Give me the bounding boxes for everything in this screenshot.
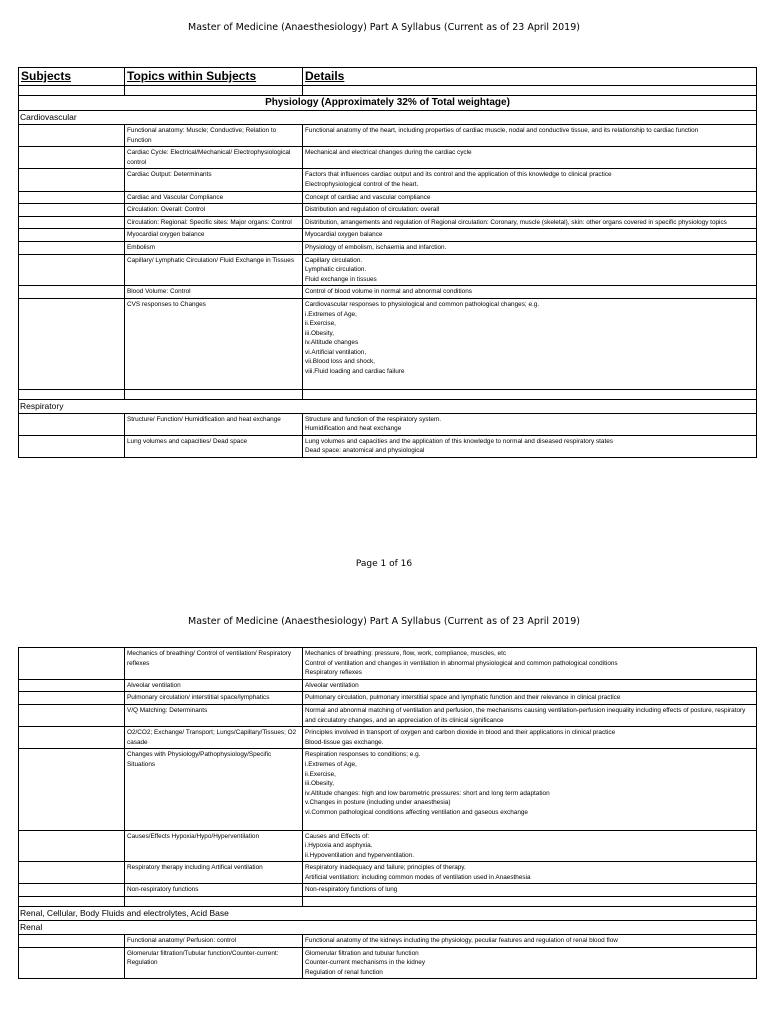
details-line: vi.Artificial ventilation, bbox=[305, 348, 367, 356]
table-row bbox=[19, 727, 757, 749]
page-number: Page 1 of 16 bbox=[355, 559, 413, 569]
details-line: Non-respiratory functions of lung bbox=[305, 886, 398, 894]
details-cell bbox=[303, 147, 757, 169]
details-line: Physiology of embolism, ischaemia and infarction. bbox=[305, 243, 447, 251]
details-line: ii.Exercise, bbox=[305, 320, 336, 328]
section-row-renal-group bbox=[19, 907, 757, 921]
table-row bbox=[19, 648, 757, 680]
subject-cell bbox=[19, 229, 125, 242]
table-header-row bbox=[19, 68, 757, 86]
details-cell bbox=[303, 254, 757, 286]
subject-cell bbox=[19, 947, 125, 979]
section-renal-group: Renal, Cellular, Body Fluids and electrolytes, Acid Base bbox=[19, 907, 757, 921]
details-cell bbox=[303, 648, 757, 680]
details-line: Dead space: anatomical and physiological bbox=[305, 447, 425, 455]
details-cell bbox=[303, 862, 757, 884]
subject-cell bbox=[19, 298, 125, 389]
details-line: Respiration responses to conditions; e.g. bbox=[305, 751, 421, 759]
table-row bbox=[19, 216, 757, 229]
spacer-row bbox=[19, 86, 757, 96]
details-cell bbox=[303, 704, 757, 726]
table-row bbox=[19, 147, 757, 169]
details-cell bbox=[303, 229, 757, 242]
details-cell bbox=[303, 727, 757, 749]
details-cell bbox=[303, 679, 757, 692]
table-row bbox=[19, 229, 757, 242]
table-row bbox=[19, 692, 757, 705]
topic-cell: Functional anatomy/ Perfusion: control bbox=[125, 935, 303, 948]
table-row bbox=[19, 884, 757, 897]
section-row-cardiovascular bbox=[19, 111, 757, 125]
section-cardiovascular: Cardiovascular bbox=[19, 111, 757, 125]
subject-cell bbox=[19, 286, 125, 299]
details-cell bbox=[303, 413, 757, 435]
details-cell bbox=[303, 935, 757, 948]
topic-cell: Pulmonary circulation/ interstitial space/lymphatics bbox=[125, 692, 303, 705]
topic-cell: Cardiac Cycle: Electrical/Mechanical/ Electrophysiological control bbox=[125, 147, 303, 169]
section-row-renal bbox=[19, 921, 757, 935]
details-line: Humidification and heat exchange bbox=[305, 425, 402, 433]
subject-cell bbox=[19, 435, 125, 457]
table-row bbox=[19, 435, 757, 457]
table-row bbox=[19, 191, 757, 204]
details-cell bbox=[303, 191, 757, 204]
topic-cell: Structure/ Function/ Humidification and heat exchange bbox=[125, 413, 303, 435]
details-cell bbox=[303, 947, 757, 979]
topic-cell: Lung volumes and capacities/ Dead space bbox=[125, 435, 303, 457]
subject-cell bbox=[19, 125, 125, 147]
details-line: vii.Blood loss and shock, bbox=[305, 358, 375, 366]
details-cell bbox=[303, 435, 757, 457]
topic-cell: Non-respiratory functions bbox=[125, 884, 303, 897]
details-cell bbox=[303, 830, 757, 862]
details-line: Counter-current mechanisms in the kidney bbox=[305, 959, 426, 967]
table-row bbox=[19, 830, 757, 862]
section-respiratory: Respiratory bbox=[19, 399, 757, 413]
subject-cell bbox=[19, 862, 125, 884]
respiratory-rows-page-2 bbox=[19, 648, 757, 897]
details-line: Fluid exchange in tissues bbox=[305, 275, 377, 283]
details-line: iv.Altitude changes: high and low barometric pressures: short and long term adaptation bbox=[305, 789, 550, 797]
details-line: Concept of cardiac and vascular compliance bbox=[305, 193, 431, 201]
details-line: Functional anatomy of the heart, including properties of cardiac muscle, nodal and conductive tissue, and its relationship to cardiac function bbox=[305, 127, 699, 134]
subject-cell bbox=[19, 169, 125, 191]
details-line: vi.Common pathological conditions affecting ventilation and gaseous exchange bbox=[305, 808, 528, 816]
details-line: Myocardial oxygen balance bbox=[305, 231, 383, 239]
topic-cell: Cardiac and Vascular Compliance bbox=[125, 191, 303, 204]
details-line: Blood-tissue gas exchange. bbox=[305, 738, 384, 746]
details-cell bbox=[303, 241, 757, 254]
table-row bbox=[19, 413, 757, 435]
physiology-heading-row bbox=[19, 96, 757, 111]
respiratory-rows-page-1 bbox=[19, 413, 757, 457]
details-line: Glomerular filtration and tubular function bbox=[305, 949, 419, 957]
spacer-row bbox=[19, 897, 757, 907]
subject-cell bbox=[19, 679, 125, 692]
details-line: Capillary circulation. bbox=[305, 256, 363, 264]
topic-cell: Blood Volume: Control bbox=[125, 286, 303, 299]
subject-cell bbox=[19, 216, 125, 229]
table-row bbox=[19, 749, 757, 830]
details-line: Respiratory reflexes bbox=[305, 669, 362, 677]
topic-cell: Myocardial oxygen balance bbox=[125, 229, 303, 242]
topic-cell: Glomerular filtration/Tubular function/Counter-current: Regulation bbox=[125, 947, 303, 979]
column-header-subjects: Subjects bbox=[19, 68, 125, 86]
topic-cell: V/Q Matching: Determinants bbox=[125, 704, 303, 726]
details-line: Structure and function of the respiratory system. bbox=[305, 415, 442, 423]
document-title-page-2: Master of Medicine (Anaesthesiology) Part A Syllabus (Current as of 23 April 2019) bbox=[188, 616, 580, 627]
topic-cell: Embolism bbox=[125, 241, 303, 254]
subject-cell bbox=[19, 884, 125, 897]
details-cell bbox=[303, 204, 757, 217]
table-row bbox=[19, 169, 757, 191]
subject-cell bbox=[19, 692, 125, 705]
details-line: Mechanical and electrical changes during the cardiac cycle bbox=[305, 149, 472, 157]
topic-cell: Changes with Physiology/Pathophysiology/Specific Situations bbox=[125, 749, 303, 830]
topic-cell: Alveolar ventilation bbox=[125, 679, 303, 692]
details-line: Artificial ventilation: including common modes of ventilation used in Anaesthesia bbox=[305, 873, 531, 881]
details-line: Distribution and regulation of circulation: overall bbox=[305, 206, 440, 214]
physiology-heading: Physiology (Approximately 32% of Total weightage) bbox=[19, 96, 757, 111]
details-line: ii.Exercise, bbox=[305, 770, 336, 778]
table-row bbox=[19, 298, 757, 389]
syllabus-table-page-1 bbox=[18, 67, 757, 458]
details-line: Respiratory inadequacy and failure; principles of therapy. bbox=[305, 864, 466, 872]
details-cell bbox=[303, 216, 757, 229]
details-line: Control of blood volume in normal and abnormal conditions bbox=[305, 288, 472, 296]
table-row bbox=[19, 947, 757, 979]
topic-cell: Capillary/ Lymphatic Circulation/ Fluid Exchange in Tissues bbox=[125, 254, 303, 286]
details-cell bbox=[303, 125, 757, 147]
details-line: Functional anatomy of the kidneys including the physiology, peculiar features and regulation of renal blood flow bbox=[305, 937, 618, 945]
details-line: Principles involved in transport of oxygen and carbon dioxide in blood and their applications in clinical practice bbox=[305, 729, 616, 737]
section-renal: Renal bbox=[19, 921, 757, 935]
section-row-respiratory bbox=[19, 399, 757, 413]
subject-cell bbox=[19, 204, 125, 217]
topic-cell: O2/CO2; Exchange/ Transport; Lungs/Capillary/Tissues; O2 casade bbox=[125, 727, 303, 749]
details-line: iv.Altitude changes bbox=[305, 339, 359, 347]
cardiovascular-rows bbox=[19, 125, 757, 390]
details-line: Control of ventilation and changes in ventilation in abnormal physiological and common pathological conditions bbox=[305, 659, 618, 667]
details-line: Electrophysiological control of the heart. bbox=[305, 180, 419, 188]
details-cell bbox=[303, 749, 757, 830]
subject-cell bbox=[19, 147, 125, 169]
topic-cell: CVS responses to Changes bbox=[125, 298, 303, 389]
details-line: Mechanics of breathing: pressure, flow, work, compliance, muscles, etc bbox=[305, 650, 507, 657]
topic-cell: Circulation: Regional: Specific sites: Major organs: Control bbox=[125, 216, 303, 229]
subject-cell bbox=[19, 191, 125, 204]
details-line: i.Extremes of Age, bbox=[305, 310, 357, 318]
subject-cell bbox=[19, 241, 125, 254]
topic-cell: Causes/Effects Hypoxia/Hypo/Hyperventilation bbox=[125, 830, 303, 862]
table-row bbox=[19, 204, 757, 217]
column-header-details: Details bbox=[303, 68, 757, 86]
details-line: viii.Fluid loading and cardiac failure bbox=[305, 368, 405, 376]
details-line: iii.Obesity, bbox=[305, 780, 335, 788]
details-line: Pulmonary circulation, pulmonary interstitial space and lymphatic function and their relevance in clinical practice bbox=[305, 694, 621, 702]
subject-cell bbox=[19, 830, 125, 862]
details-line: Distribution, arrangements and regulation of Regional circulation: Coronary, muscle (skeletal), skin: other organs covered in specific physiology topics bbox=[305, 218, 727, 226]
table-row bbox=[19, 704, 757, 726]
table-row bbox=[19, 286, 757, 299]
topic-cell: Respiratory therapy including Artifical ventilation bbox=[125, 862, 303, 884]
table-row bbox=[19, 862, 757, 884]
renal-rows bbox=[19, 935, 757, 979]
spacer-row bbox=[19, 389, 757, 399]
syllabus-table-page-2 bbox=[18, 647, 757, 979]
subject-cell bbox=[19, 254, 125, 286]
subject-cell bbox=[19, 749, 125, 830]
table-row bbox=[19, 254, 757, 286]
details-line: Alveolar ventilation bbox=[305, 681, 359, 689]
topic-cell: Functional anatomy: Muscle; Conductive; Relation to Function bbox=[125, 125, 303, 147]
subject-cell bbox=[19, 648, 125, 680]
details-line: Causes and Effects of: bbox=[305, 832, 370, 840]
topic-cell: Cardiac Output: Determinants bbox=[125, 169, 303, 191]
details-line: v.Changes in posture (including under anaesthesia) bbox=[305, 799, 451, 807]
details-line: Factors that influences cardiac output and its control and the application of this knowledge to clinical practice bbox=[305, 171, 612, 179]
document-title: Master of Medicine (Anaesthesiology) Part A Syllabus (Current as of 23 April 2019) bbox=[188, 22, 580, 33]
details-cell bbox=[303, 692, 757, 705]
details-line: Lymphatic circulation. bbox=[305, 266, 367, 274]
details-line: Cardiovascular responses to physiological and common pathological changes; e.g. bbox=[305, 300, 540, 308]
table-row bbox=[19, 125, 757, 147]
details-line: Lung volumes and capacities and the application of this knowledge to normal and diseased respiratory states bbox=[305, 437, 614, 445]
subject-cell bbox=[19, 935, 125, 948]
details-line: Normal and abnormal matching of ventilation and perfusion, the mechanisms causing ventilation-perfusion inequality including effects of posture, respiratory and circulatory changes, and an appreciation of its clinical significance bbox=[305, 706, 746, 724]
details-line: i.Hypoxia and asphyxia. bbox=[305, 842, 373, 850]
column-header-topics: Topics within Subjects bbox=[125, 68, 303, 86]
details-line: i.Extremes of Age, bbox=[305, 760, 357, 768]
details-cell bbox=[303, 298, 757, 389]
topic-cell: Mechanics of breathing/ Control of ventilation/ Respiratory reflexes bbox=[125, 648, 303, 680]
details-cell bbox=[303, 884, 757, 897]
table-row bbox=[19, 679, 757, 692]
details-line: Regulation of renal function bbox=[305, 968, 383, 976]
topic-cell: Circulation: Overall: Control bbox=[125, 204, 303, 217]
details-cell bbox=[303, 286, 757, 299]
details-cell bbox=[303, 169, 757, 191]
table-row bbox=[19, 935, 757, 948]
subject-cell bbox=[19, 413, 125, 435]
details-line: ii.Hypoventilation and hyperventilation. bbox=[305, 851, 415, 859]
table-row bbox=[19, 241, 757, 254]
details-line: iii.Obesity, bbox=[305, 329, 335, 337]
subject-cell bbox=[19, 704, 125, 726]
subject-cell bbox=[19, 727, 125, 749]
